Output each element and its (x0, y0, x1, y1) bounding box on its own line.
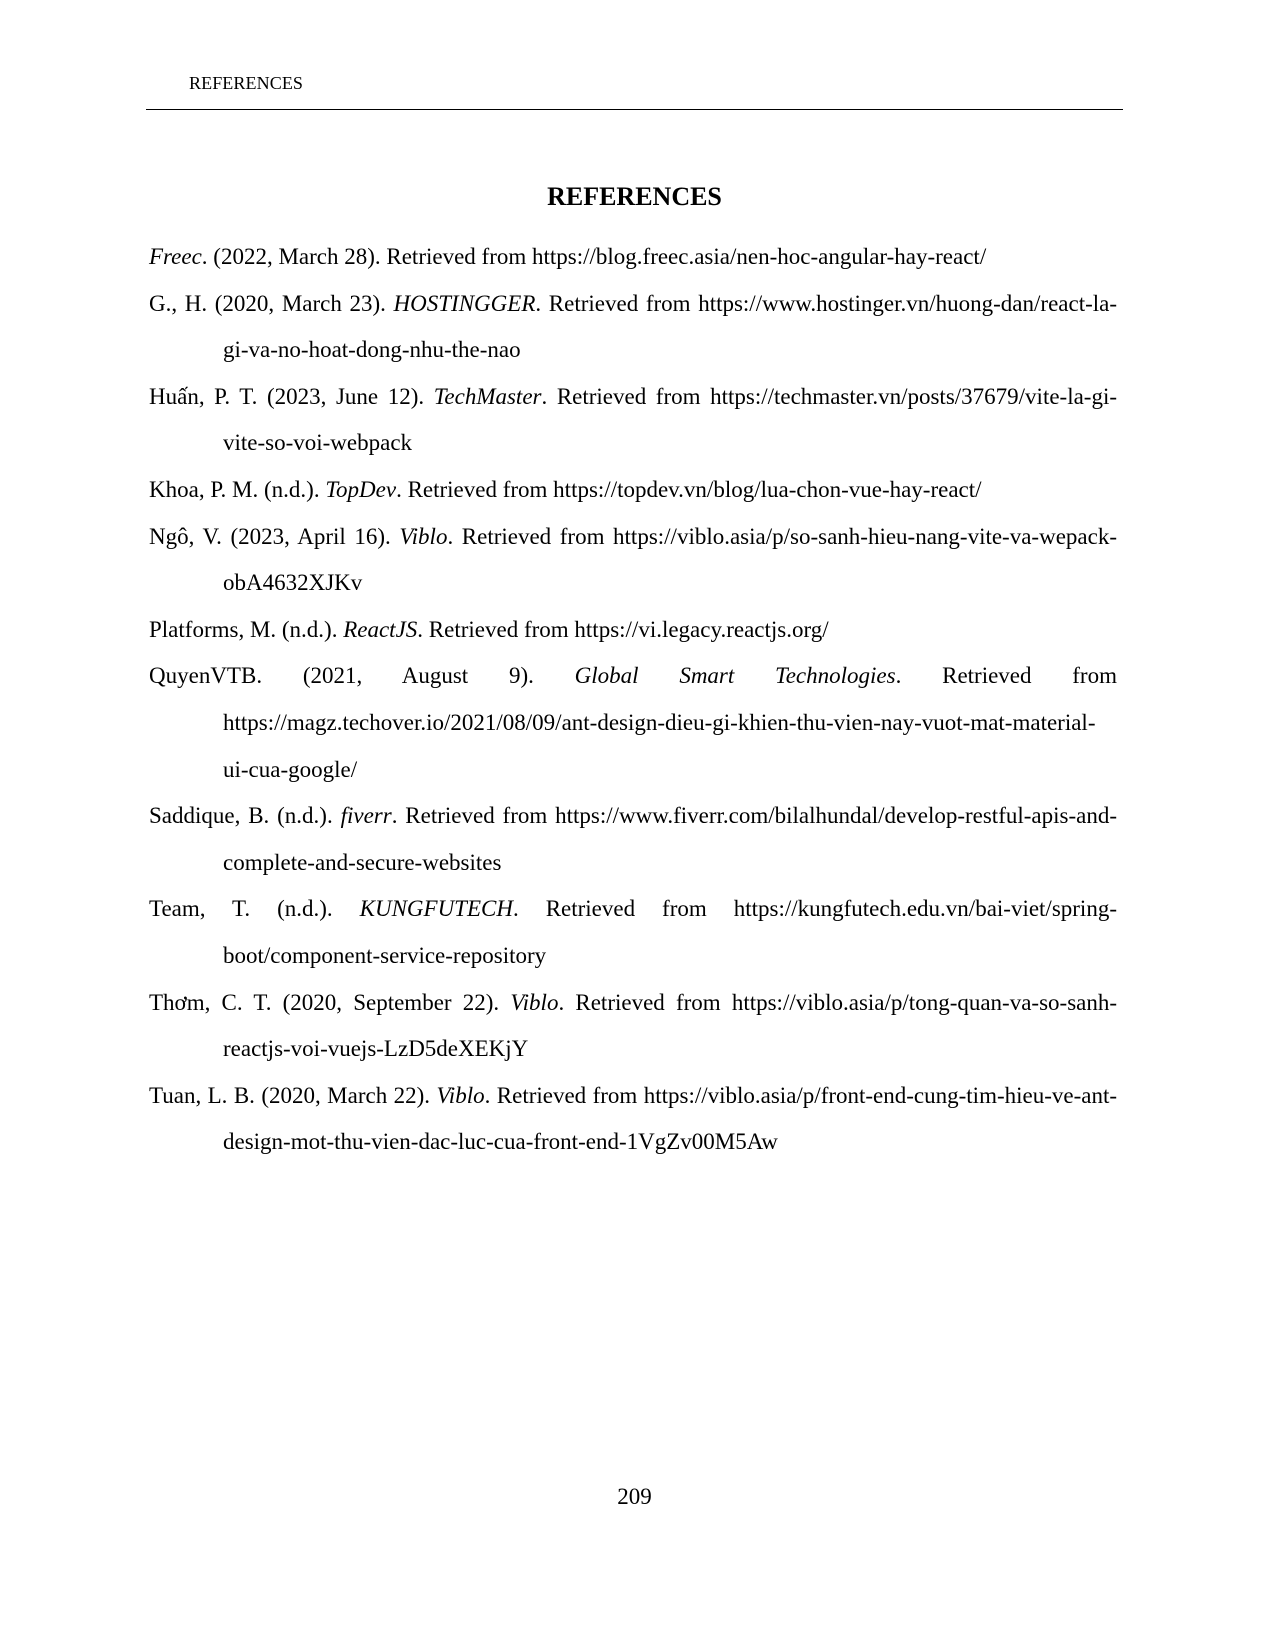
reference-entry (149, 886, 1117, 979)
reference-entry (149, 281, 1117, 374)
reference-pre: Platforms, M. (n.d.). (149, 616, 344, 642)
reference-entry (149, 1073, 1117, 1166)
reference-pre: Ngô, V. (2023, April 16). (149, 523, 400, 549)
running-header: REFERENCES (189, 73, 304, 93)
reference-source-title: HOSTINGGER (393, 290, 536, 316)
reference-post: . Retrieved from https://www.fiverr.com/bilalhundal/develop-restful-apis-and-complete-and-secure-websites (223, 803, 1117, 875)
reference-source-title: Global Smart Technologies (574, 663, 896, 689)
reference-entry (149, 374, 1117, 467)
reference-pre: Khoa, P. M. (n.d.). (149, 476, 326, 502)
reference-pre: Huấn, P. T. (2023, June 12). (149, 383, 434, 409)
page-number: 209 (617, 1484, 652, 1509)
reference-entry (149, 980, 1117, 1073)
reference-post: . Retrieved from https://magz.techover.io/2021/08/09/ant-design-dieu-gi-khien-thu-vien-nay-vuot-mat-material-ui-cua-google/ (223, 663, 1117, 782)
reference-source-title: TechMaster (433, 383, 542, 409)
header-rule (146, 109, 1123, 110)
reference-source-title: TopDev (325, 476, 397, 502)
reference-post: . Retrieved from https://viblo.asia/p/front-end-cung-tim-hieu-ve-ant-design-mot-thu-vien-dac-luc-cua-front-end-1VgZv00M5Aw (223, 1082, 1118, 1155)
reference-entry (149, 234, 1117, 281)
reference-entry (149, 514, 1117, 607)
reference-list (149, 234, 1117, 1166)
reference-pre: QuyenVTB. (2021, August 9). (149, 663, 575, 689)
reference-post: . Retrieved from https://techmaster.vn/posts/37679/vite-la-gi-vite-so-voi-webpack (223, 383, 1118, 456)
reference-pre: Tuan, L. B. (2020, March 22). (149, 1082, 437, 1108)
reference-source-title: ReactJS (343, 616, 418, 642)
reference-post: . Retrieved from https://viblo.asia/p/so-sanh-hieu-nang-vite-va-wepack-obA4632XJKv (223, 523, 1117, 596)
reference-entry (149, 793, 1117, 886)
reference-pre: Saddique, B. (n.d.). (149, 803, 341, 829)
reference-post: . Retrieved from https://viblo.asia/p/tong-quan-va-so-sanh-reactjs-voi-vuejs-LzD5deXEKjY (223, 989, 1118, 1062)
reference-post: . Retrieved from https://topdev.vn/blog/lua-chon-vue-hay-react/ (396, 476, 982, 502)
reference-pre: Thơm, C. T. (2020, September 22). (149, 989, 511, 1015)
reference-source-title: Freec (149, 244, 202, 269)
reference-entry (149, 653, 1117, 793)
reference-source-title: Viblo (399, 523, 448, 549)
reference-post: . Retrieved from https://vi.legacy.reactjs.org/ (417, 616, 829, 642)
reference-pre: G., H. (2020, March 23). (149, 290, 394, 316)
reference-source-title: Viblo (436, 1082, 485, 1108)
reference-post: . (2022, March 28). Retrieved from https://blog.freec.asia/nen-hoc-angular-hay-react/ (201, 244, 987, 269)
reference-entry (149, 607, 1117, 654)
page-title: REFERENCES (547, 182, 722, 211)
reference-post: . Retrieved from https://www.hostinger.vn/huong-dan/react-la-gi-va-no-hoat-dong-nhu-the-nao (223, 290, 1117, 363)
reference-source-title: Viblo (510, 989, 559, 1015)
reference-entry (149, 467, 1117, 514)
reference-source-title: KUNGFUTECH (359, 896, 513, 922)
reference-pre: Team, T. (n.d.). (149, 896, 360, 922)
reference-source-title: fiverr (340, 803, 392, 829)
reference-post: . Retrieved from https://kungfutech.edu.vn/bai-viet/spring-boot/component-service-repository (223, 896, 1117, 968)
